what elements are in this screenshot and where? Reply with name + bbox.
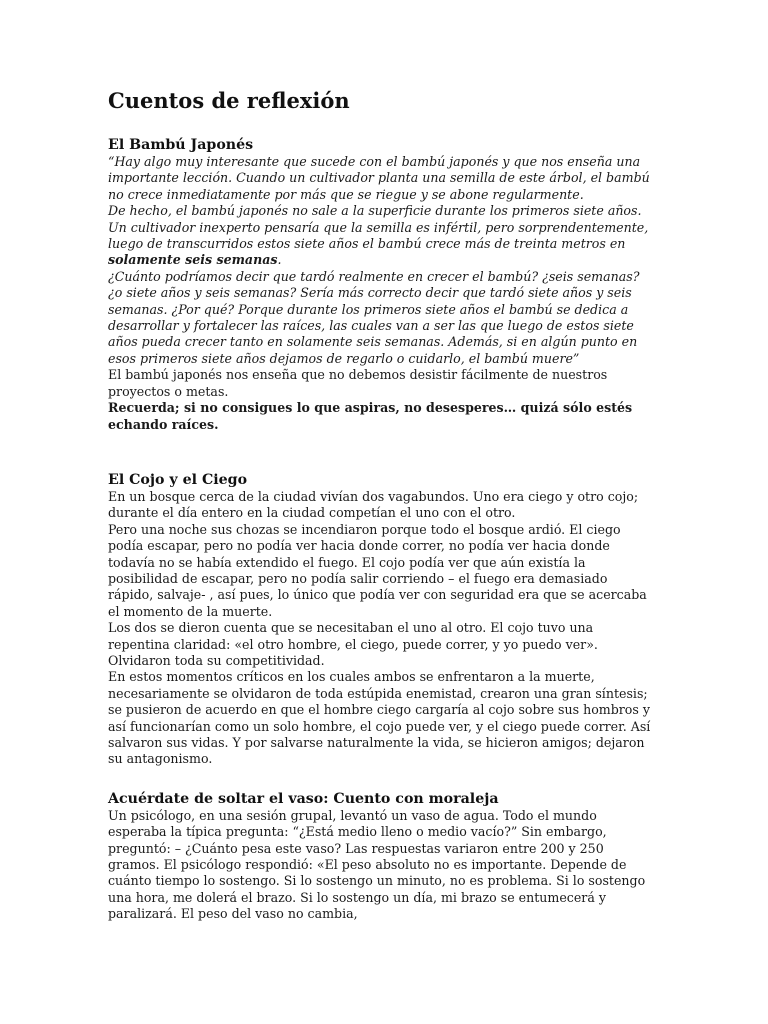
story-heading: El Cojo y el Ciego (108, 471, 248, 488)
story-heading: El Bambú Japonés (108, 137, 254, 153)
story-cojo-ciego (108, 471, 656, 768)
quote-text: De hecho, el bambú japonés no sale a la superficie durante los primeros siete años. Un cultivador inexperto pensaría que la semilla es infértil, pero sorprendentemente, luego de transcurridos estos siete años el bambú crece más de treinta metros en (108, 203, 649, 252)
story-paragraph: Un psicólogo, en una sesión grupal, levantó un vaso de agua. Todo el mundo esperaba la típica pregunta: “¿Está medio lleno o medio vacío?” Sin embargo, preguntó: – ¿Cuánto pesa este vaso? Las respuestas variaron entre 200 y 250 gramos. El psicólogo respondió: «El peso absoluto no es importante. Depende de cuánto tiempo lo sostengo. Si lo sostengo un minuto, no es problema. Si lo sostengo una hora, me dolerá el brazo. Si lo sostengo un día, mi brazo se entumecerá y paralizará. El peso del vaso no cambia, (108, 807, 646, 922)
story-vaso (108, 790, 656, 923)
story-quote-paragraph (108, 203, 656, 269)
story-quote-paragraph: “Hay algo muy interesante que sucede con el bambú japonés y que nos enseña una importante lección. Cuando un cultivador planta una semilla de este árbol, el bambú no crece inmediatamente por más que se riegue y se abone regularmente. (108, 154, 650, 202)
page-title: Cuentos de reflexión (108, 88, 350, 113)
story-moral: Recuerda; si no consigues lo que aspiras, no desesperes… quizá sólo estés echando raíces. (108, 400, 633, 432)
story-heading: Acuérdate de soltar el vaso: Cuento con moraleja (108, 790, 499, 807)
story-quote-paragraph: ¿Cuánto podríamos decir que tardó realmente en crecer el bambú? ¿seis semanas? ¿o siete años y seis semanas? Sería más correcto decir que tardó siete años y seis semanas. ¿Por qué? Porque durante los primeros siete años el bambú se dedica a desarrollar y fortalecer las raíces, las cuales van a ser las que luego de estos siete años pueda crecer tanto en solamente seis semanas. Además, si en algún punto en esos primeros siete años dejamos de regarlo o cuidarlo, el bambú muere” (108, 268, 640, 366)
story-paragraph: Los dos se dieron cuenta que se necesitaban el uno al otro. El cojo tuvo una repentina claridad: «el otro hombre, el ciego, puede correr, y yo puedo ver». Olvidaron toda su competitividad. (108, 620, 598, 668)
story-paragraph: En un bosque cerca de la ciudad vivían dos vagabundos. Uno era ciego y otro cojo; durante el día entero en la ciudad competían el uno con el otro. (108, 488, 639, 521)
story-paragraph: Pero una noche sus chozas se incendiaron porque todo el bosque ardió. El ciego podía escapar, pero no podía ver hacia donde correr, no podía ver hacia donde todavía no se había extendido el fuego. El cojo podía ver que aún existía la posibilidad de escapar, pero no podía salir corriendo – el fuego era demasiado rápido, salvaje- , así pues, lo único que podía ver con seguridad era que se acercaba el momento de la muerte. (108, 521, 647, 619)
quote-emphasis: solamente seis semanas (108, 252, 278, 268)
story-paragraph: En estos momentos críticos en los cuales ambos se enfrentaron a la muerte, necesariamente se olvidaron de toda estúpida enemistad, crearon una gran síntesis; se pusieron de acuerdo en que el hombre ciego cargaría al cojo sobre sus hombros y así funcionarían como un solo hombre, el cojo puede ver, y el ciego puede correr. Así salvaron sus vidas. Y por salvarse naturalmente la vida, se hicieron amigos; dejaron su antagonismo. (108, 669, 651, 767)
quote-text: . (277, 252, 282, 268)
story-bambu (108, 136, 656, 433)
story-lesson: El bambú japonés nos enseña que no debemos desistir fácilmente de nuestros proyectos o metas. (108, 367, 608, 399)
document-page (108, 88, 656, 923)
